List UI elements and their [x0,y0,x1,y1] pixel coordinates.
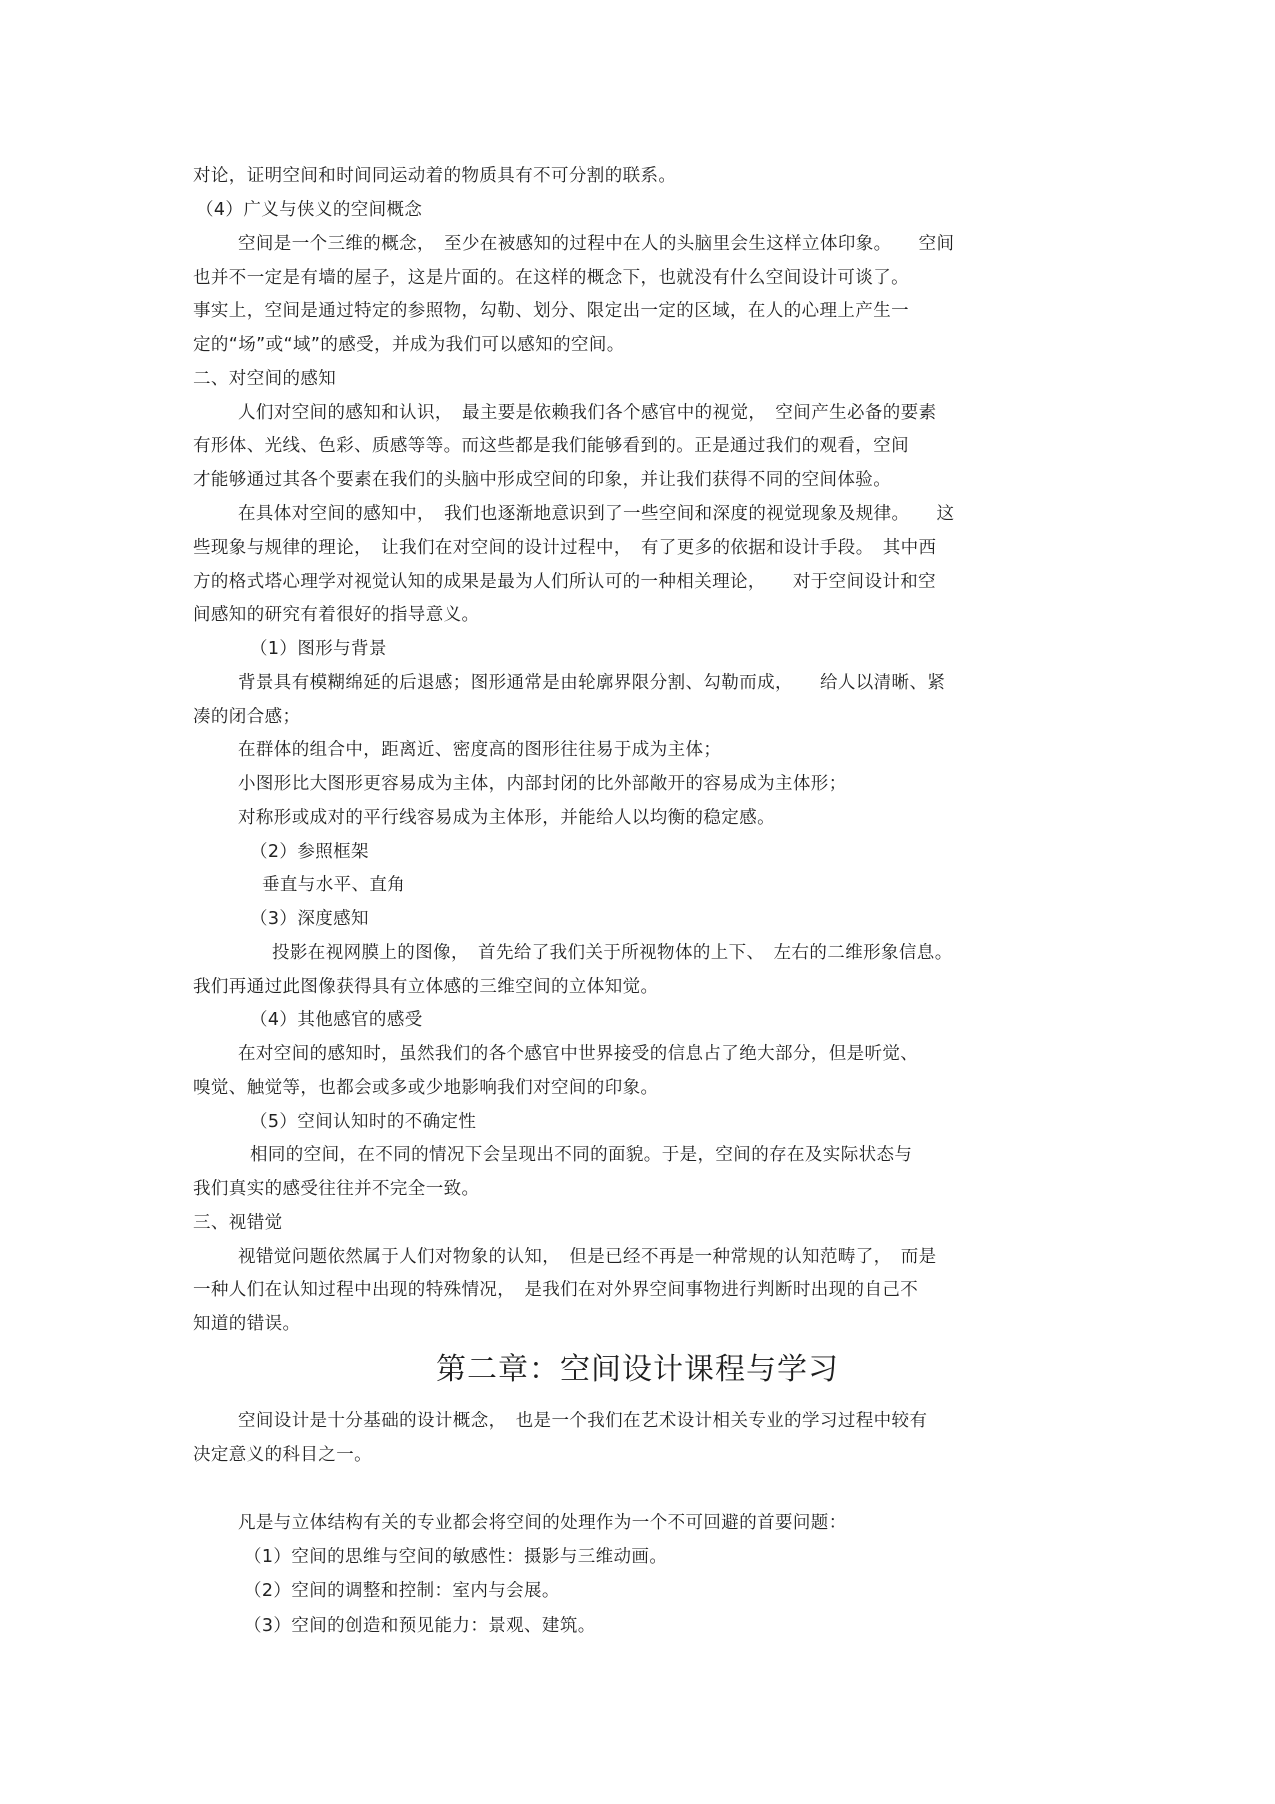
paragraph-line: 空间设计是十分基础的设计概念， 也是一个我们在艺术设计相关专业的学习过程中较有 [238,1411,928,1431]
paragraph-line: 在群体的组合中，距离近、密度高的图形往往易于成为主体； [238,740,722,760]
paragraph-line: 凡是与立体结构有关的专业都会将空间的处理作为一个不可回避的首要问题： [238,1513,847,1533]
paragraph-line: 人们对空间的感知和认识， 最主要是依赖我们各个感官中的视觉， 空间产生必备的要素 [238,403,937,423]
list-item: （1）空间的思维与空间的敏感性：摄影与三维动画。 [244,1547,668,1567]
paragraph-line: 垂直与水平、直角 [262,875,406,895]
paragraph-line: 一种人们在认知过程中出现的特殊情况， 是我们在对外界空间事物进行判断时出现的自己不 [193,1280,919,1300]
paragraph-line: 投影在视网膜上的图像， 首先给了我们关于所视物体的上下、 左右的二维形象信息。 [272,943,953,963]
paragraph-line: 方的格式塔心理学对视觉认知的成果是最为人们所认可的一种相关理论， 对于空间设计和空 [193,572,937,592]
paragraph-line: 知道的错误。 [193,1314,301,1334]
paragraph-line: 视错觉问题依然属于人们对物象的认知， 但是已经不再是一种常规的认知范畴了， 而是 [238,1247,937,1267]
chapter-title: 第二章：空间设计课程与学习 [436,1352,839,1387]
subheading: （5）空间认知时的不确定性 [250,1112,477,1132]
paragraph-line: 小图形比大图形更容易成为主体，内部封闭的比外部敞开的容易成为主体形； [238,774,847,794]
paragraph-line: 决定意义的科目之一。 [193,1445,372,1465]
paragraph-line: 在具体对空间的感知中， 我们也逐渐地意识到了一些空间和深度的视觉现象及规律。 这 [238,504,955,524]
paragraph-line: 凑的闭合感； [193,707,301,727]
paragraph-line: 空间是一个三维的概念， 至少在被感知的过程中在人的头脑里会生这样立体印象。 空间 [238,234,955,254]
paragraph-line: 也并不一定是有墙的屋子，这是片面的。在这样的概念下，也就没有什么空间设计可谈了。 [193,268,909,288]
section-heading: 二、对空间的感知 [193,369,337,389]
paragraph-line: 才能够通过其各个要素在我们的头脑中形成空间的印象，并让我们获得不同的空间体验。 [193,470,892,490]
paragraph-line: 相同的空间，在不同的情况下会呈现出不同的面貌。于是，空间的存在及实际状态与 [250,1145,913,1165]
paragraph-line: 间感知的研究有着很好的指导意义。 [193,605,480,625]
list-item: （2）空间的调整和控制：室内与会展。 [244,1581,560,1601]
paragraph-line: 背景具有模糊绵延的后退感；图形通常是由轮廓界限分割、勾勒而成， 给人以清晰、紧 [238,673,946,693]
paragraph-line: 对称形或成对的平行线容易成为主体形，并能给人以均衡的稳定感。 [238,808,775,828]
subheading: （4）广义与侠义的空间概念 [196,200,423,220]
paragraph-line: 些现象与规律的理论， 让我们在对空间的设计过程中， 有了更多的依据和设计手段。 其中西 [193,538,937,558]
subheading: （4）其他感官的感受 [250,1010,423,1030]
paragraph-line: 有形体、光线、色彩、质感等等。而这些都是我们能够看到的。正是通过我们的观看，空间 [193,436,909,456]
subheading: （3）深度感知 [250,909,369,929]
list-item: （3）空间的创造和预见能力：景观、建筑。 [244,1616,596,1636]
section-heading: 三、视错觉 [193,1213,283,1233]
paragraph-line: 我们再通过此图像获得具有立体感的三维空间的立体知觉。 [193,977,659,997]
paragraph-line: 嗅觉、触觉等，也都会或多或少地影响我们对空间的印象。 [193,1078,659,1098]
subheading: （2）参照框架 [250,842,369,862]
subheading: （1）图形与背景 [250,639,387,659]
paragraph-line: 我们真实的感受往往并不完全一致。 [193,1179,480,1199]
paragraph-line: 对论，证明空间和时间同运动着的物质具有不可分割的联系。 [193,166,677,186]
paragraph-line: 定的“场”或“域”的感受，并成为我们可以感知的空间。 [193,335,625,355]
paragraph-line: 事实上，空间是通过特定的参照物，勾勒、划分、限定出一定的区域，在人的心理上产生一 [193,301,909,321]
paragraph-line: 在对空间的感知时，虽然我们的各个感官中世界接受的信息占了绝大部分，但是听觉、 [238,1044,919,1064]
